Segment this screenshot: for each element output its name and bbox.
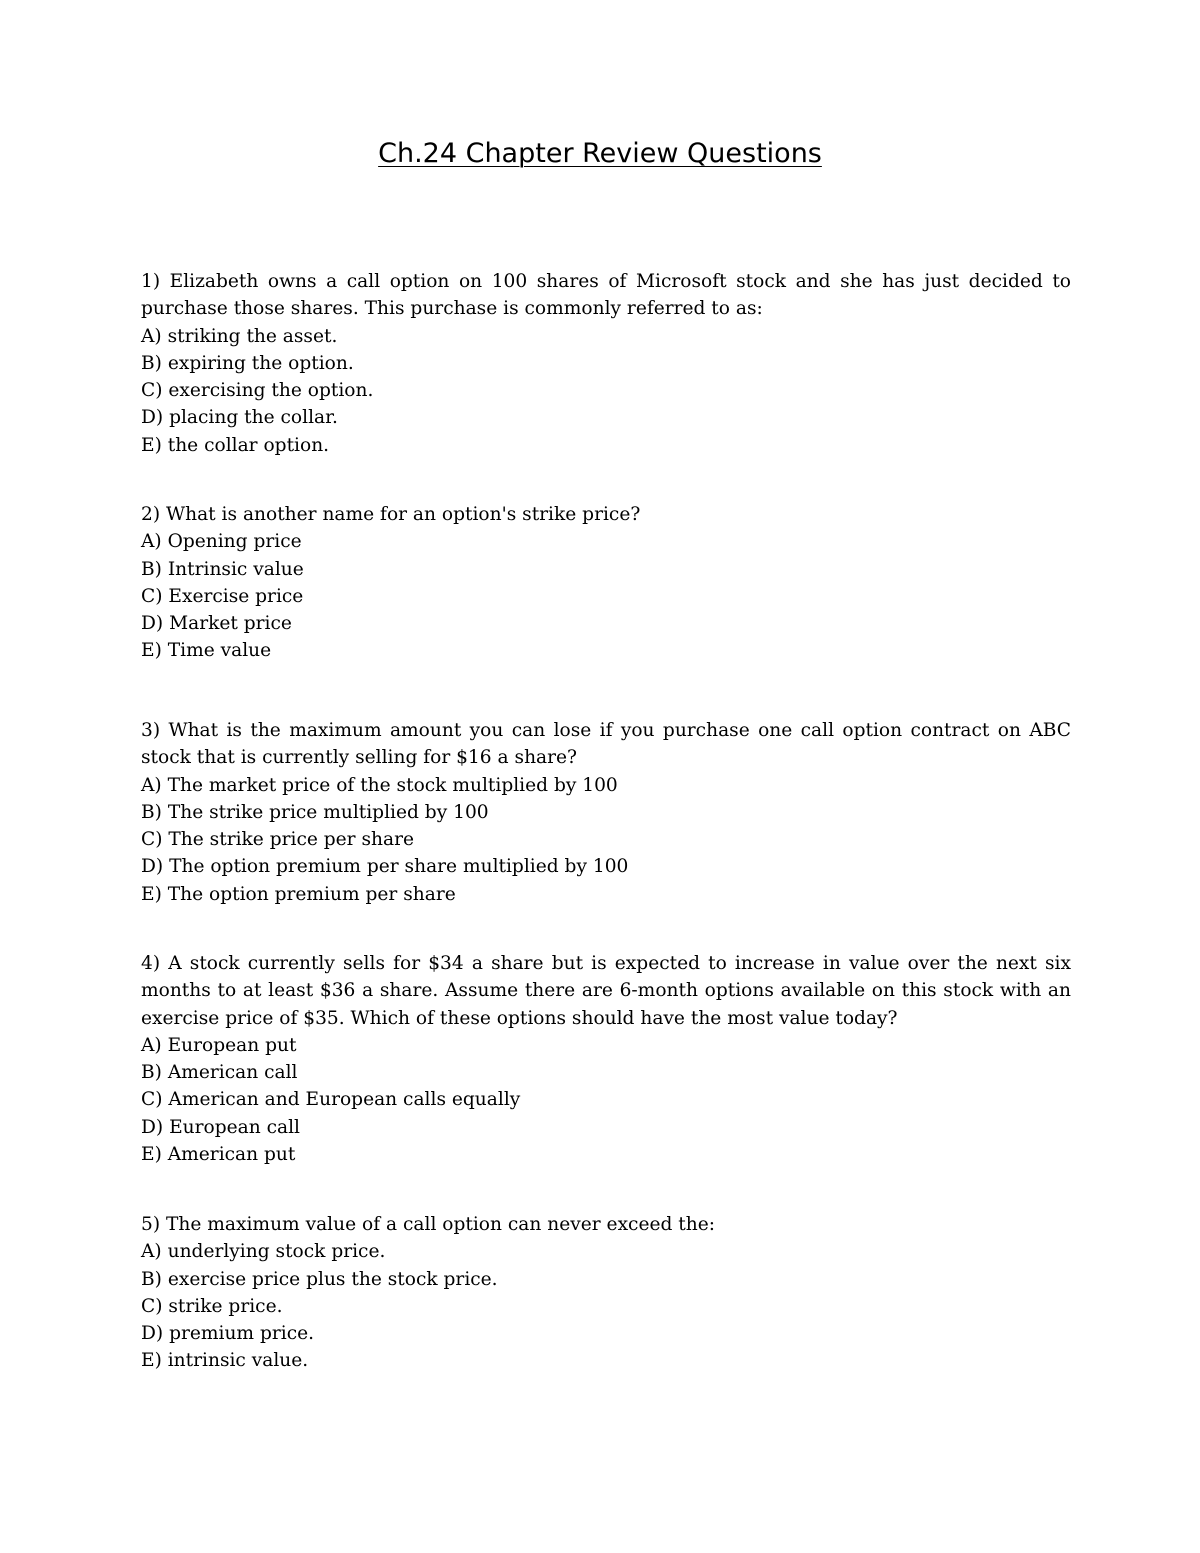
answer-option-d: D) Market price: [141, 613, 292, 635]
answer-option-b: B) American call: [141, 1062, 298, 1084]
question-text: 5) The maximum value of a call option can never exceed the:: [141, 1214, 716, 1235]
answer-option-e: E) Time value: [141, 640, 272, 662]
answer-option-d: D) premium price.: [141, 1323, 315, 1345]
question-4: [141, 950, 1071, 1168]
answer-option-e: E) intrinsic value.: [141, 1350, 309, 1372]
question-1: [141, 268, 1071, 459]
answer-option-a: A) European put: [141, 1034, 297, 1056]
question-text: 2) What is another name for an option's strike price?: [141, 504, 641, 525]
question-text: 1) Elizabeth owns a call option on 100 shares of Microsoft stock and she has just decided to purchase those shares. This purchase is commonly referred to as:: [141, 271, 1071, 320]
question-text: 3) What is the maximum amount you can lose if you purchase one call option contract on ABC stock that is currently selling for $16 a share?: [141, 720, 1071, 769]
answer-option-a: A) underlying stock price.: [141, 1241, 386, 1263]
question-text: 4) A stock currently sells for $34 a share but is expected to increase in value over the next six months to at least $36 a share. Assume there are 6-month options available on this stock with an exercise price of $35. Which of these options should have the most value today?: [141, 953, 1071, 1029]
question-3: [141, 717, 1071, 908]
question-5: [141, 1211, 1071, 1375]
answer-option-e: E) American put: [141, 1144, 296, 1166]
answer-option-c: C) The strike price per share: [141, 829, 414, 851]
page-title: Ch.24 Chapter Review Questions: [378, 138, 822, 169]
answer-option-c: C) Exercise price: [141, 585, 304, 607]
answer-option-c: C) American and European calls equally: [141, 1089, 521, 1111]
answer-option-b: B) exercise price plus the stock price.: [141, 1268, 498, 1290]
answer-option-a: A) Opening price: [141, 531, 302, 553]
answer-option-d: D) The option premium per share multiplied by 100: [141, 856, 629, 878]
answer-option-b: B) Intrinsic value: [141, 558, 304, 580]
answer-option-a: A) The market price of the stock multiplied by 100: [141, 774, 618, 796]
answer-option-c: C) strike price.: [141, 1295, 283, 1317]
answer-option-d: D) placing the collar.: [141, 407, 338, 429]
question-2: [141, 501, 1071, 665]
answer-option-e: E) The option premium per share: [141, 883, 456, 905]
answer-option-a: A) striking the asset.: [141, 325, 338, 347]
answer-option-c: C) exercising the option.: [141, 380, 374, 402]
answer-option-b: B) The strike price multiplied by 100: [141, 801, 489, 823]
answer-option-e: E) the collar option.: [141, 434, 330, 456]
answer-option-d: D) European call: [141, 1116, 300, 1138]
answer-option-b: B) expiring the option.: [141, 352, 354, 374]
